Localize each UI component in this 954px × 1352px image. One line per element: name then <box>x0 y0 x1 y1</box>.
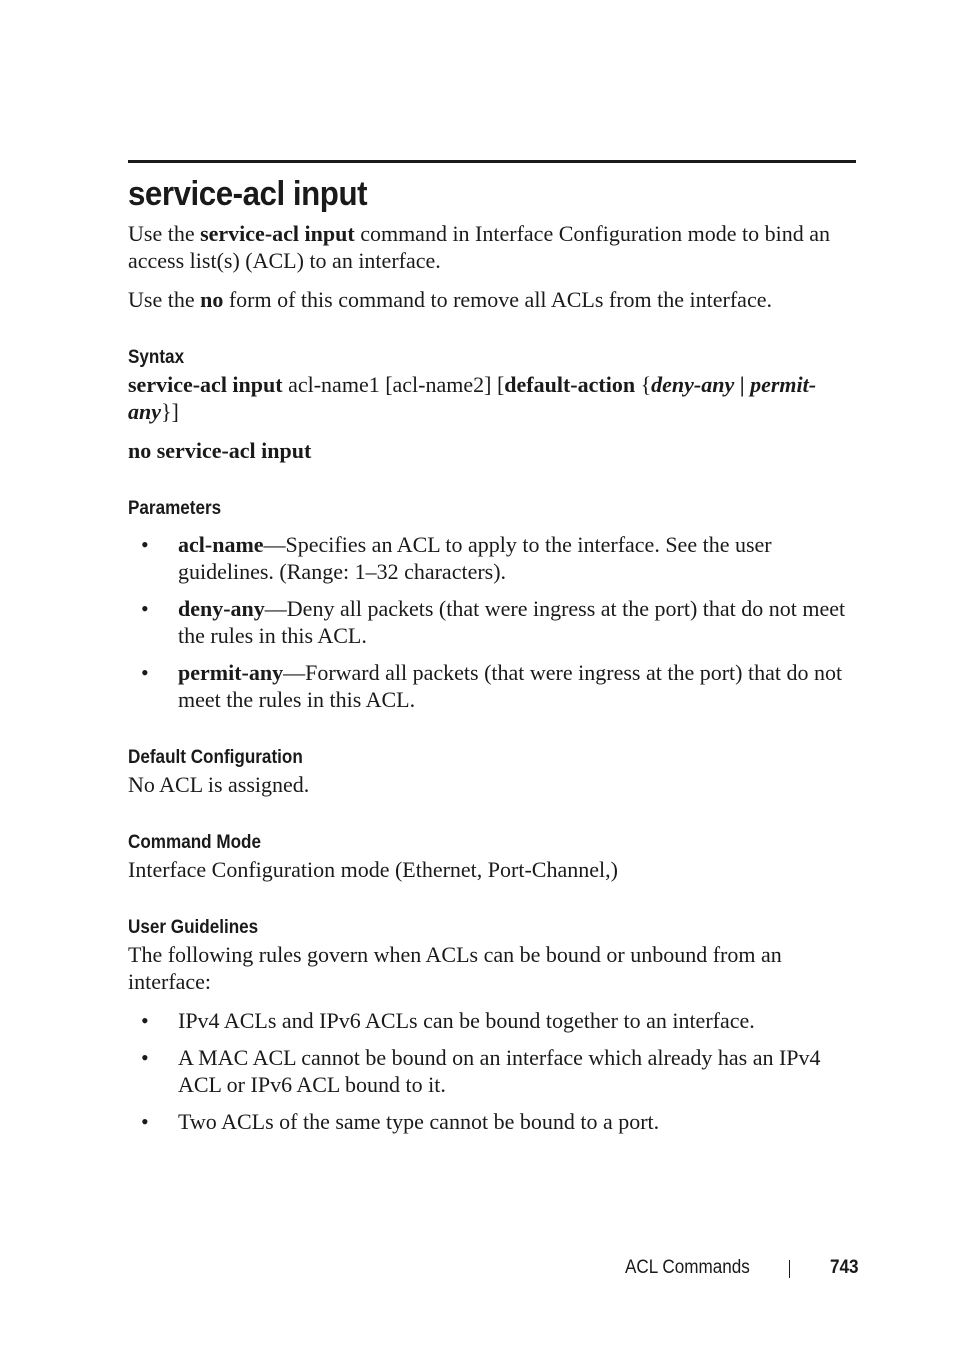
syntax-close: }] <box>161 399 179 424</box>
default-config-text: No ACL is assigned. <box>128 772 310 797</box>
intro-text: Use the <box>128 287 201 312</box>
guideline-text: A MAC ACL cannot be bound on an interface which already has an IPv4 ACL or IPv6 ACL bound to it. <box>178 1045 821 1097</box>
list-item <box>128 531 856 585</box>
guideline-text: Two ACLs of the same type cannot be bound to a port. <box>178 1109 660 1134</box>
title-rule <box>128 160 856 163</box>
user-guidelines-heading: User Guidelines <box>128 917 259 938</box>
footer-divider <box>789 1260 790 1278</box>
user-guidelines-list <box>128 1007 856 1145</box>
bullet-icon: • <box>141 1045 149 1070</box>
syntax-option-deny-any: deny-any <box>651 372 735 397</box>
intro-text: command in Interface Configuration mode to bind an access list(s) (ACL) to an interface. <box>128 221 830 273</box>
command-mode-heading: Command Mode <box>128 832 262 853</box>
bullet-icon: • <box>141 660 149 685</box>
syntax-default-action: default-action <box>504 372 636 397</box>
bullet-icon: • <box>141 1109 149 1134</box>
page-title: service-acl input <box>128 175 368 213</box>
syntax-args: acl-name1 [acl-name2] [ <box>282 372 505 397</box>
guideline-text: IPv4 ACLs and IPv6 ACLs can be bound together to an interface. <box>178 1008 755 1033</box>
bullet-icon: • <box>141 596 149 621</box>
footer-page-number: 743 <box>830 1257 859 1278</box>
list-item <box>128 1044 856 1098</box>
syntax-option-permit-any: permit-any <box>128 372 817 424</box>
intro-paragraph-2 <box>128 286 856 313</box>
footer-section-name: ACL Commands <box>625 1257 750 1278</box>
list-item <box>128 595 856 649</box>
parameter-desc: —Forward all packets (that were ingress at the port) that do not meet the rules in this ACL. <box>178 660 843 712</box>
syntax-no-form <box>128 437 856 464</box>
parameters-heading: Parameters <box>128 498 222 519</box>
parameter-term: deny-any <box>178 596 265 621</box>
parameter-desc: —Deny all packets (that were ingress at the port) that do not meet the rules in this ACL. <box>178 596 846 648</box>
bullet-icon: • <box>141 1008 149 1033</box>
intro-text: Use the <box>128 221 201 246</box>
default-config-heading: Default Configuration <box>128 747 303 768</box>
syntax-command: service-acl input <box>128 372 283 397</box>
list-item <box>128 1007 856 1034</box>
user-guidelines-intro: The following rules govern when ACLs can be bound or unbound from an interface: <box>128 942 782 994</box>
no-keyword: no <box>200 287 224 312</box>
syntax-line <box>128 371 856 425</box>
bullet-icon: • <box>141 532 149 557</box>
command-mode-text: Interface Configuration mode (Ethernet, Port-Channel,) <box>128 857 618 882</box>
intro-paragraph-1 <box>128 220 856 274</box>
syntax-pipe: | <box>734 372 751 397</box>
list-item <box>128 659 856 713</box>
parameter-desc: —Specifies an ACL to apply to the interface. See the user guidelines. (Range: 1–32 characters). <box>178 532 772 584</box>
command-keyword: service-acl input <box>200 221 355 246</box>
syntax-heading: Syntax <box>128 347 185 368</box>
parameter-term: acl-name <box>178 532 264 557</box>
parameters-list <box>128 531 856 723</box>
list-item <box>128 1108 856 1135</box>
syntax-no-command: no service-acl input <box>128 438 312 463</box>
parameter-term: permit-any <box>178 660 284 685</box>
intro-text: form of this command to remove all ACLs from the interface. <box>223 287 772 312</box>
syntax-brace: { <box>635 372 652 397</box>
